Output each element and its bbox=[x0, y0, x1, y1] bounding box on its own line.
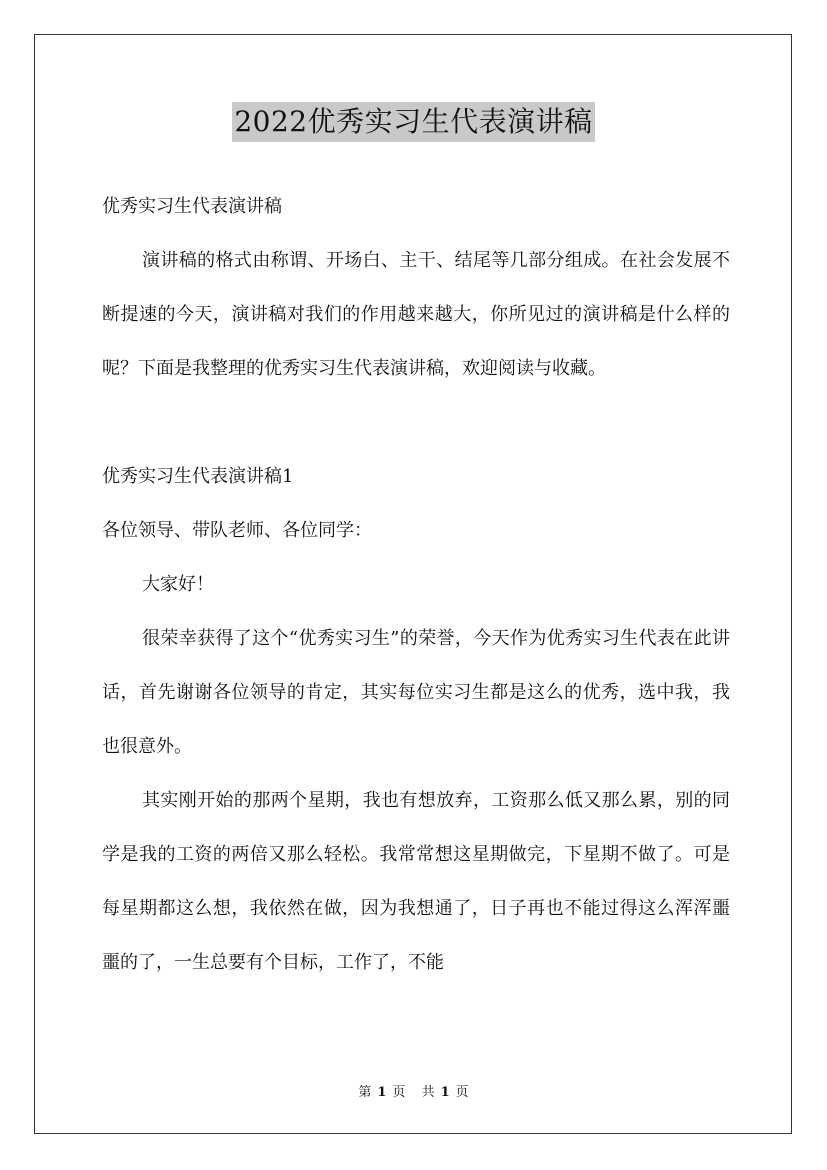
paragraph: 很荣幸获得了这个“优秀实习生”的荣誉，今天作为优秀实习生代表在此讲话，首先谢谢各位领导的肯定，其实每位实习生都是这么的优秀，选中我，我也很意外。 bbox=[102, 628, 730, 757]
paragraph-spacer bbox=[102, 396, 730, 450]
paragraph: 大家好！ bbox=[142, 574, 214, 595]
title-container bbox=[0, 102, 827, 142]
document-body bbox=[102, 180, 730, 990]
paragraph: 优秀实习生代表演讲稿1 bbox=[102, 466, 294, 487]
paragraph: 演讲稿的格式由称谓、开场白、主干、结尾等几部分组成。在社会发展不断提速的今天，演讲稿对我们的作用越来越大，你所见过的演讲稿是什么样的呢？下面是我整理的优秀实习生代表演讲稿，欢迎阅读与收藏。 bbox=[102, 250, 730, 379]
paragraph: 其实刚开始的那两个星期，我也有想放弃，工资那么低又那么累，别的同学是我的工资的两倍又那么轻松。我常常想这星期做完，下星期不做了。可是每星期都这么想，我依然在做，因为我想通了，日子再也不能过得这么浑浑噩噩的了，一生总要有个目标，工作了，不能 bbox=[102, 790, 730, 973]
total-pages-indicator: 共 1 页 bbox=[421, 1085, 469, 1100]
paragraph: 各位领导、带队老师、各位同学： bbox=[102, 520, 372, 541]
document-title: 2022优秀实习生代表演讲稿 bbox=[232, 102, 594, 142]
page-footer bbox=[0, 1084, 827, 1102]
paragraph: 优秀实习生代表演讲稿 bbox=[102, 196, 282, 217]
page-indicator: 第 1 页 bbox=[358, 1085, 406, 1100]
